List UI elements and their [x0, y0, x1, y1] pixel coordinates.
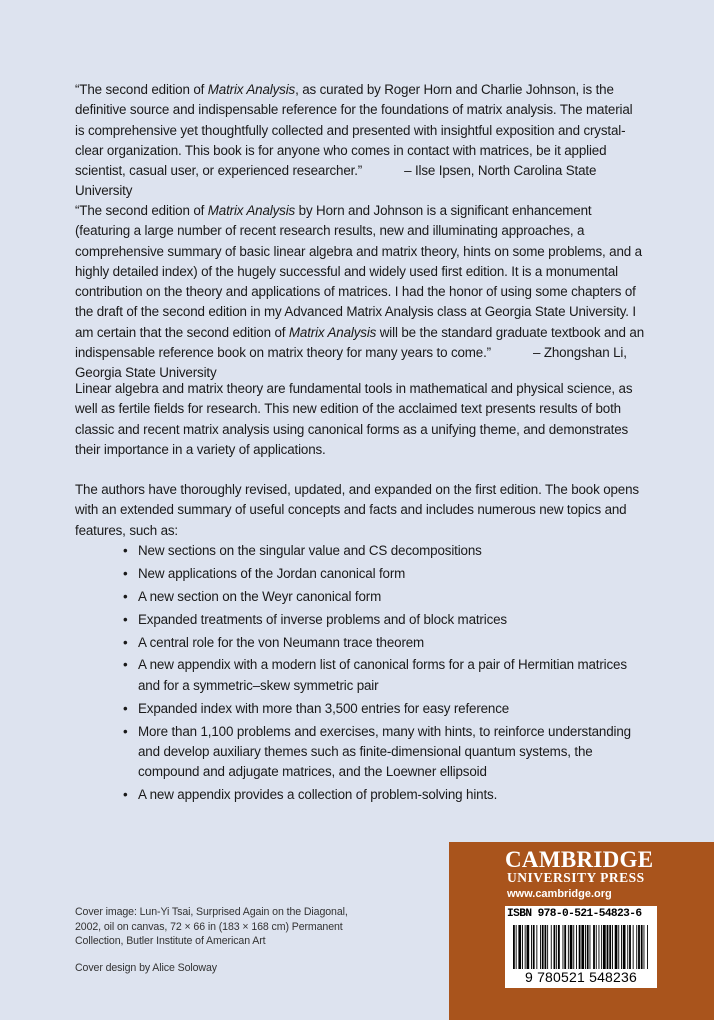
barcode-bar	[558, 925, 560, 969]
quote-li	[75, 201, 645, 384]
barcode-bar	[593, 925, 595, 969]
barcode-bar	[573, 925, 574, 969]
bullet: •	[123, 543, 128, 558]
barcode-bar	[638, 925, 640, 969]
bullet: •	[123, 634, 128, 650]
barcode-bar	[579, 925, 581, 969]
feature-text: Expanded index with more than 3,500 entries for easy reference	[138, 700, 510, 716]
barcode-bar	[621, 925, 622, 969]
barcode-bar	[536, 925, 537, 969]
quote-attribution: – Ilse Ipsen, North Carolina State University	[75, 163, 597, 199]
barcode-bar	[618, 925, 619, 969]
publisher-url: www.cambridge.org	[507, 888, 612, 900]
book-title: Matrix Analysis	[288, 324, 377, 340]
features-list	[123, 541, 643, 808]
barcode-bar	[568, 925, 569, 969]
barcode-bar	[540, 925, 541, 969]
barcode-icon	[509, 925, 653, 969]
barcode-bar	[542, 925, 544, 969]
barcode-bar	[636, 925, 637, 969]
quote-open: “The second edition of	[75, 203, 208, 218]
barcode-bar	[533, 925, 535, 969]
bullet: •	[123, 723, 128, 739]
barcode-bar	[612, 925, 613, 969]
list-item	[123, 633, 643, 653]
list-item	[123, 722, 643, 783]
bullet: •	[123, 588, 128, 604]
list-item	[123, 587, 643, 607]
feature-text: A new section on the Weyr canonical form	[138, 588, 382, 604]
quote-attribution: – Zhongshan Li, Georgia State University	[75, 345, 627, 381]
barcode-bar	[599, 925, 600, 969]
barcode-bar	[513, 925, 515, 969]
feature-text: More than 1,100 problems and exercises, many with hints, to reinforce understanding and develop auxiliary themes such as finite-dimensional quantum systems, the compound and adjugate matrices, and the Loewner ellipsoid	[138, 723, 631, 780]
quote-body: by Horn and Johnson is a significant enhancement (featuring a large number of recent research results, new and illuminating approaches, a comprehensive summary of basic linear algebra and matrix theory, hints on some problems, and a highly detailed index) of the hugely successful and widely used first edition. It is a monumental contribution on the theory and applications of matrices. I had the honor of using some chapters of the draft of the second edition in my Advanced Matrix Analysis class at Georgia State University. I am certain that the second edition of	[75, 203, 642, 340]
barcode-bar	[525, 925, 526, 969]
cover-design-credit: Cover design by Alice Soloway	[75, 962, 217, 974]
feature-text: Expanded treatments of inverse problems and of block matrices	[138, 611, 507, 627]
barcode-bar	[531, 925, 532, 969]
bullet: •	[123, 611, 128, 627]
barcode-bar	[590, 925, 591, 969]
publisher-box	[449, 842, 714, 1020]
quote-body: , as curated by Roger Horn and Charlie Johnson, is the definitive source and indispensable reference for the foundations of matrix analysis. The material is comprehensive yet thoughtfully collected and presented with insightful exposition and crystal-clear organization. This book is for anyone who comes in contact with matrices, be it applied scientist, casual user, or experienced researcher.”	[75, 82, 633, 179]
barcode-bar	[585, 925, 586, 969]
publisher-logo-name: CAMBRIDGE	[505, 847, 654, 872]
barcode-bar	[644, 925, 645, 969]
barcode-bar	[556, 925, 557, 969]
quote-ipsen	[75, 80, 645, 202]
barcode-bar	[641, 925, 643, 969]
barcode-bar	[587, 925, 589, 969]
barcode-panel	[505, 906, 657, 988]
barcode-bar	[522, 925, 523, 969]
quote-body-end: will be the standard graduate textbook and an indispensable reference book on matrix theory for many years to come.”	[75, 324, 645, 361]
barcode-bar	[545, 925, 547, 969]
barcode-bar	[607, 925, 609, 969]
barcode-bar	[603, 925, 606, 969]
features-intro-paragraph: The authors have thoroughly revised, updated, and expanded on the first edition. The book opens with an extended summary of useful concepts and facts and includes numerous new topics and features, such as:	[75, 482, 639, 538]
barcode-bar	[570, 925, 573, 969]
feature-text: New sections on the singular value and CS decompositions	[138, 543, 482, 558]
bullet: •	[123, 565, 128, 581]
barcode-bar	[633, 925, 634, 969]
barcode-bar	[551, 925, 552, 969]
list-item	[123, 564, 643, 584]
barcode-bar	[564, 925, 566, 969]
barcode-bar	[629, 925, 631, 969]
barcode-bar	[623, 925, 626, 969]
barcode-bar	[554, 925, 556, 969]
description-paragraph: Linear algebra and matrix theory are fundamental tools in mathematical and physical science, as well as fertile fields for research. This new edition of the acclaimed text presents results of both classic and recent matrix analysis using canonical forms as a unifying theme, and demonstrates their importance in a variety of applications.	[75, 381, 633, 457]
bullet: •	[123, 787, 128, 803]
barcode-bar	[627, 925, 628, 969]
barcode-bar	[547, 925, 548, 969]
barcode-bar	[576, 925, 577, 969]
feature-text: A new appendix provides a collection of problem-solving hints.	[138, 787, 498, 803]
feature-text: A new appendix with a modern list of canonical forms for a pair of Hermitian matrices and for a symmetric–skew symmetric pair	[138, 657, 627, 693]
feature-text: A central role for the von Neumann trace theorem	[138, 634, 425, 650]
barcode-bar	[581, 925, 584, 969]
barcode-bar	[596, 925, 597, 969]
bullet: •	[123, 700, 128, 716]
bullet: •	[123, 657, 128, 673]
feature-text: New applications of the Jordan canonical form	[138, 565, 406, 581]
book-title: Matrix Analysis	[207, 203, 296, 218]
barcode-bar	[601, 925, 602, 969]
barcode-bar	[516, 925, 517, 969]
barcode-bar	[609, 925, 611, 969]
isbn-label: ISBN 978-0-521-54823-6	[507, 908, 642, 920]
barcode-bar	[527, 925, 530, 969]
barcode-bar	[563, 925, 564, 969]
quote-open: “The second edition of	[75, 82, 208, 97]
list-item	[123, 785, 643, 805]
book-title: Matrix Analysis	[207, 82, 296, 97]
list-item	[123, 699, 643, 719]
barcode-bar	[615, 925, 618, 969]
cover-image-credit: Cover image: Lun-Yi Tsai, Surprised Again on the Diagonal, 2002, oil on canvas, 72 × 66 in (183 × 168 cm) Permanent Collection, Butler Institute of American Art	[75, 906, 348, 947]
list-item	[123, 655, 643, 696]
list-item	[123, 541, 643, 561]
ean-digits: 9 780521 548236	[525, 969, 637, 985]
barcode-bar	[518, 925, 521, 969]
publisher-logo-press: UNIVERSITY PRESS	[507, 870, 645, 885]
list-item	[123, 610, 643, 630]
barcode-bar	[647, 925, 648, 969]
